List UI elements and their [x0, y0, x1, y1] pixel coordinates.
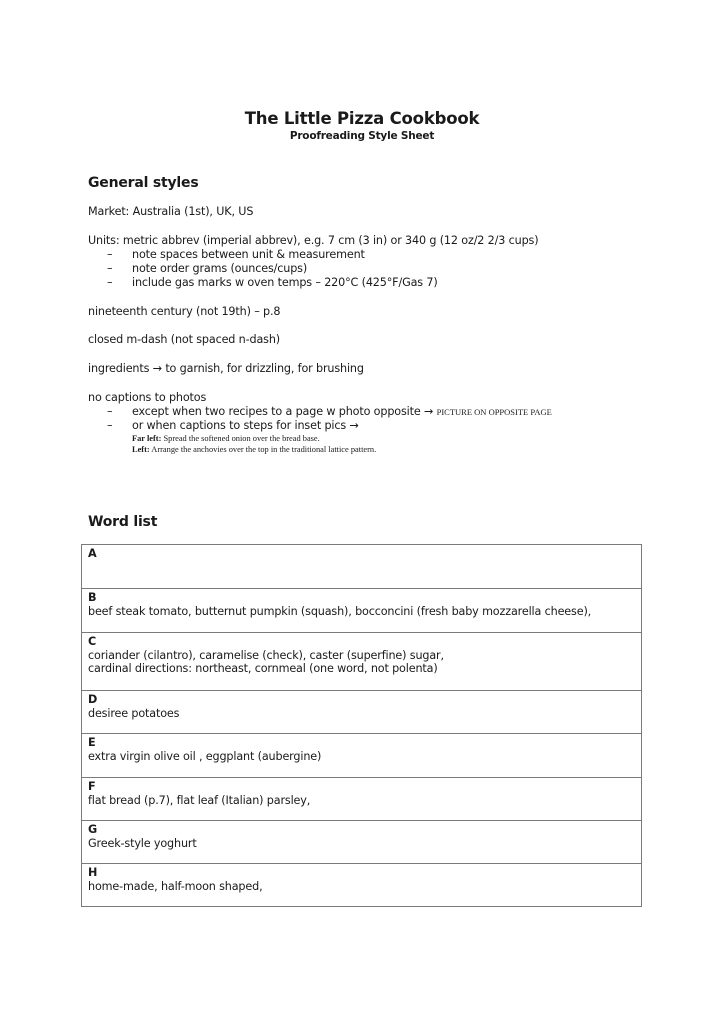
word-list-row [82, 545, 641, 588]
row-letter: C [88, 635, 97, 648]
bullet-dash: – [107, 262, 113, 275]
word-list-row [82, 690, 641, 733]
row-entry: cardinal directions: northeast, cornmeal (one word, not polenta) [88, 662, 438, 675]
century-line: nineteenth century (not 19th) – p.8 [88, 305, 281, 318]
document-title: The Little Pizza Cookbook [244, 109, 480, 128]
caption-step [132, 444, 376, 455]
bullet-dash: – [107, 276, 113, 289]
market-line: Market: Australia (1st), UK, US [88, 205, 254, 218]
units-bullet [107, 276, 438, 290]
word-list-row [82, 733, 641, 777]
word-list-heading: Word list [88, 514, 158, 530]
row-letter: B [88, 591, 97, 604]
general-styles-heading: General styles [88, 175, 199, 191]
word-list-row [82, 632, 641, 690]
bullet-text: note order grams (ounces/cups) [132, 262, 308, 275]
row-letter: D [88, 693, 98, 706]
ingredients-line: ingredients → to garnish, for drizzling, for brushing [88, 362, 364, 375]
row-entry: desiree potatoes [88, 706, 180, 720]
caption-step-text: Arrange the anchovies over the top in the traditional lattice pattern. [149, 445, 377, 454]
row-letter: E [88, 736, 96, 749]
word-list-row [82, 820, 641, 863]
word-list-row [82, 777, 641, 820]
units-line: Units: metric abbrev (imperial abbrev), e.g. 7 cm (3 in) or 340 g (12 oz/2 2/3 cups) [88, 234, 539, 247]
bullet-text: or when captions to steps for inset pics → [132, 419, 359, 432]
row-entry: extra virgin olive oil , eggplant (aubergine) [88, 749, 322, 763]
bullet-text: include gas marks w oven temps – 220°C (425°F/Gas 7) [132, 276, 438, 289]
word-list-row [82, 588, 641, 632]
row-entry: home-made, half-moon shaped, [88, 879, 263, 893]
row-entry: Greek-style yoghurt [88, 836, 197, 850]
caption-step-label: Far left: [132, 434, 162, 443]
row-letter: H [88, 866, 98, 879]
bullet-text: except when two recipes to a page w photo opposite → [132, 405, 434, 418]
captions-bullet [107, 419, 359, 433]
row-entry: coriander (cilantro), caramelise (check), caster (superfine) sugar, [88, 648, 444, 662]
units-bullet [107, 248, 365, 262]
row-letter: G [88, 823, 98, 836]
units-bullet [107, 262, 307, 276]
dash-line: closed m-dash (not spaced n-dash) [88, 333, 280, 346]
captions-bullet [107, 405, 552, 419]
word-list-table [81, 544, 642, 907]
row-letter: F [88, 780, 96, 793]
row-entry: flat bread (p.7), flat leaf (Italian) parsley, [88, 793, 311, 807]
caption-example: PICTURE ON OPPOSITE PAGE [436, 407, 552, 417]
row-entry: beef steak tomato, butternut pumpkin (squash), bocconcini (fresh baby mozzarella cheese), [88, 604, 592, 618]
caption-step-text: Spread the softened onion over the bread base. [161, 434, 320, 443]
bullet-dash: – [107, 248, 113, 261]
bullet-dash: – [107, 405, 113, 418]
captions-line: no captions to photos [88, 391, 207, 404]
caption-step [132, 433, 320, 444]
bullet-text: note spaces between unit & measurement [132, 248, 365, 261]
bullet-dash: – [107, 419, 113, 432]
word-list-row [82, 863, 641, 906]
caption-step-label: Left: [132, 445, 150, 454]
row-letter: A [88, 547, 97, 560]
document-subtitle: Proofreading Style Sheet [289, 130, 435, 142]
